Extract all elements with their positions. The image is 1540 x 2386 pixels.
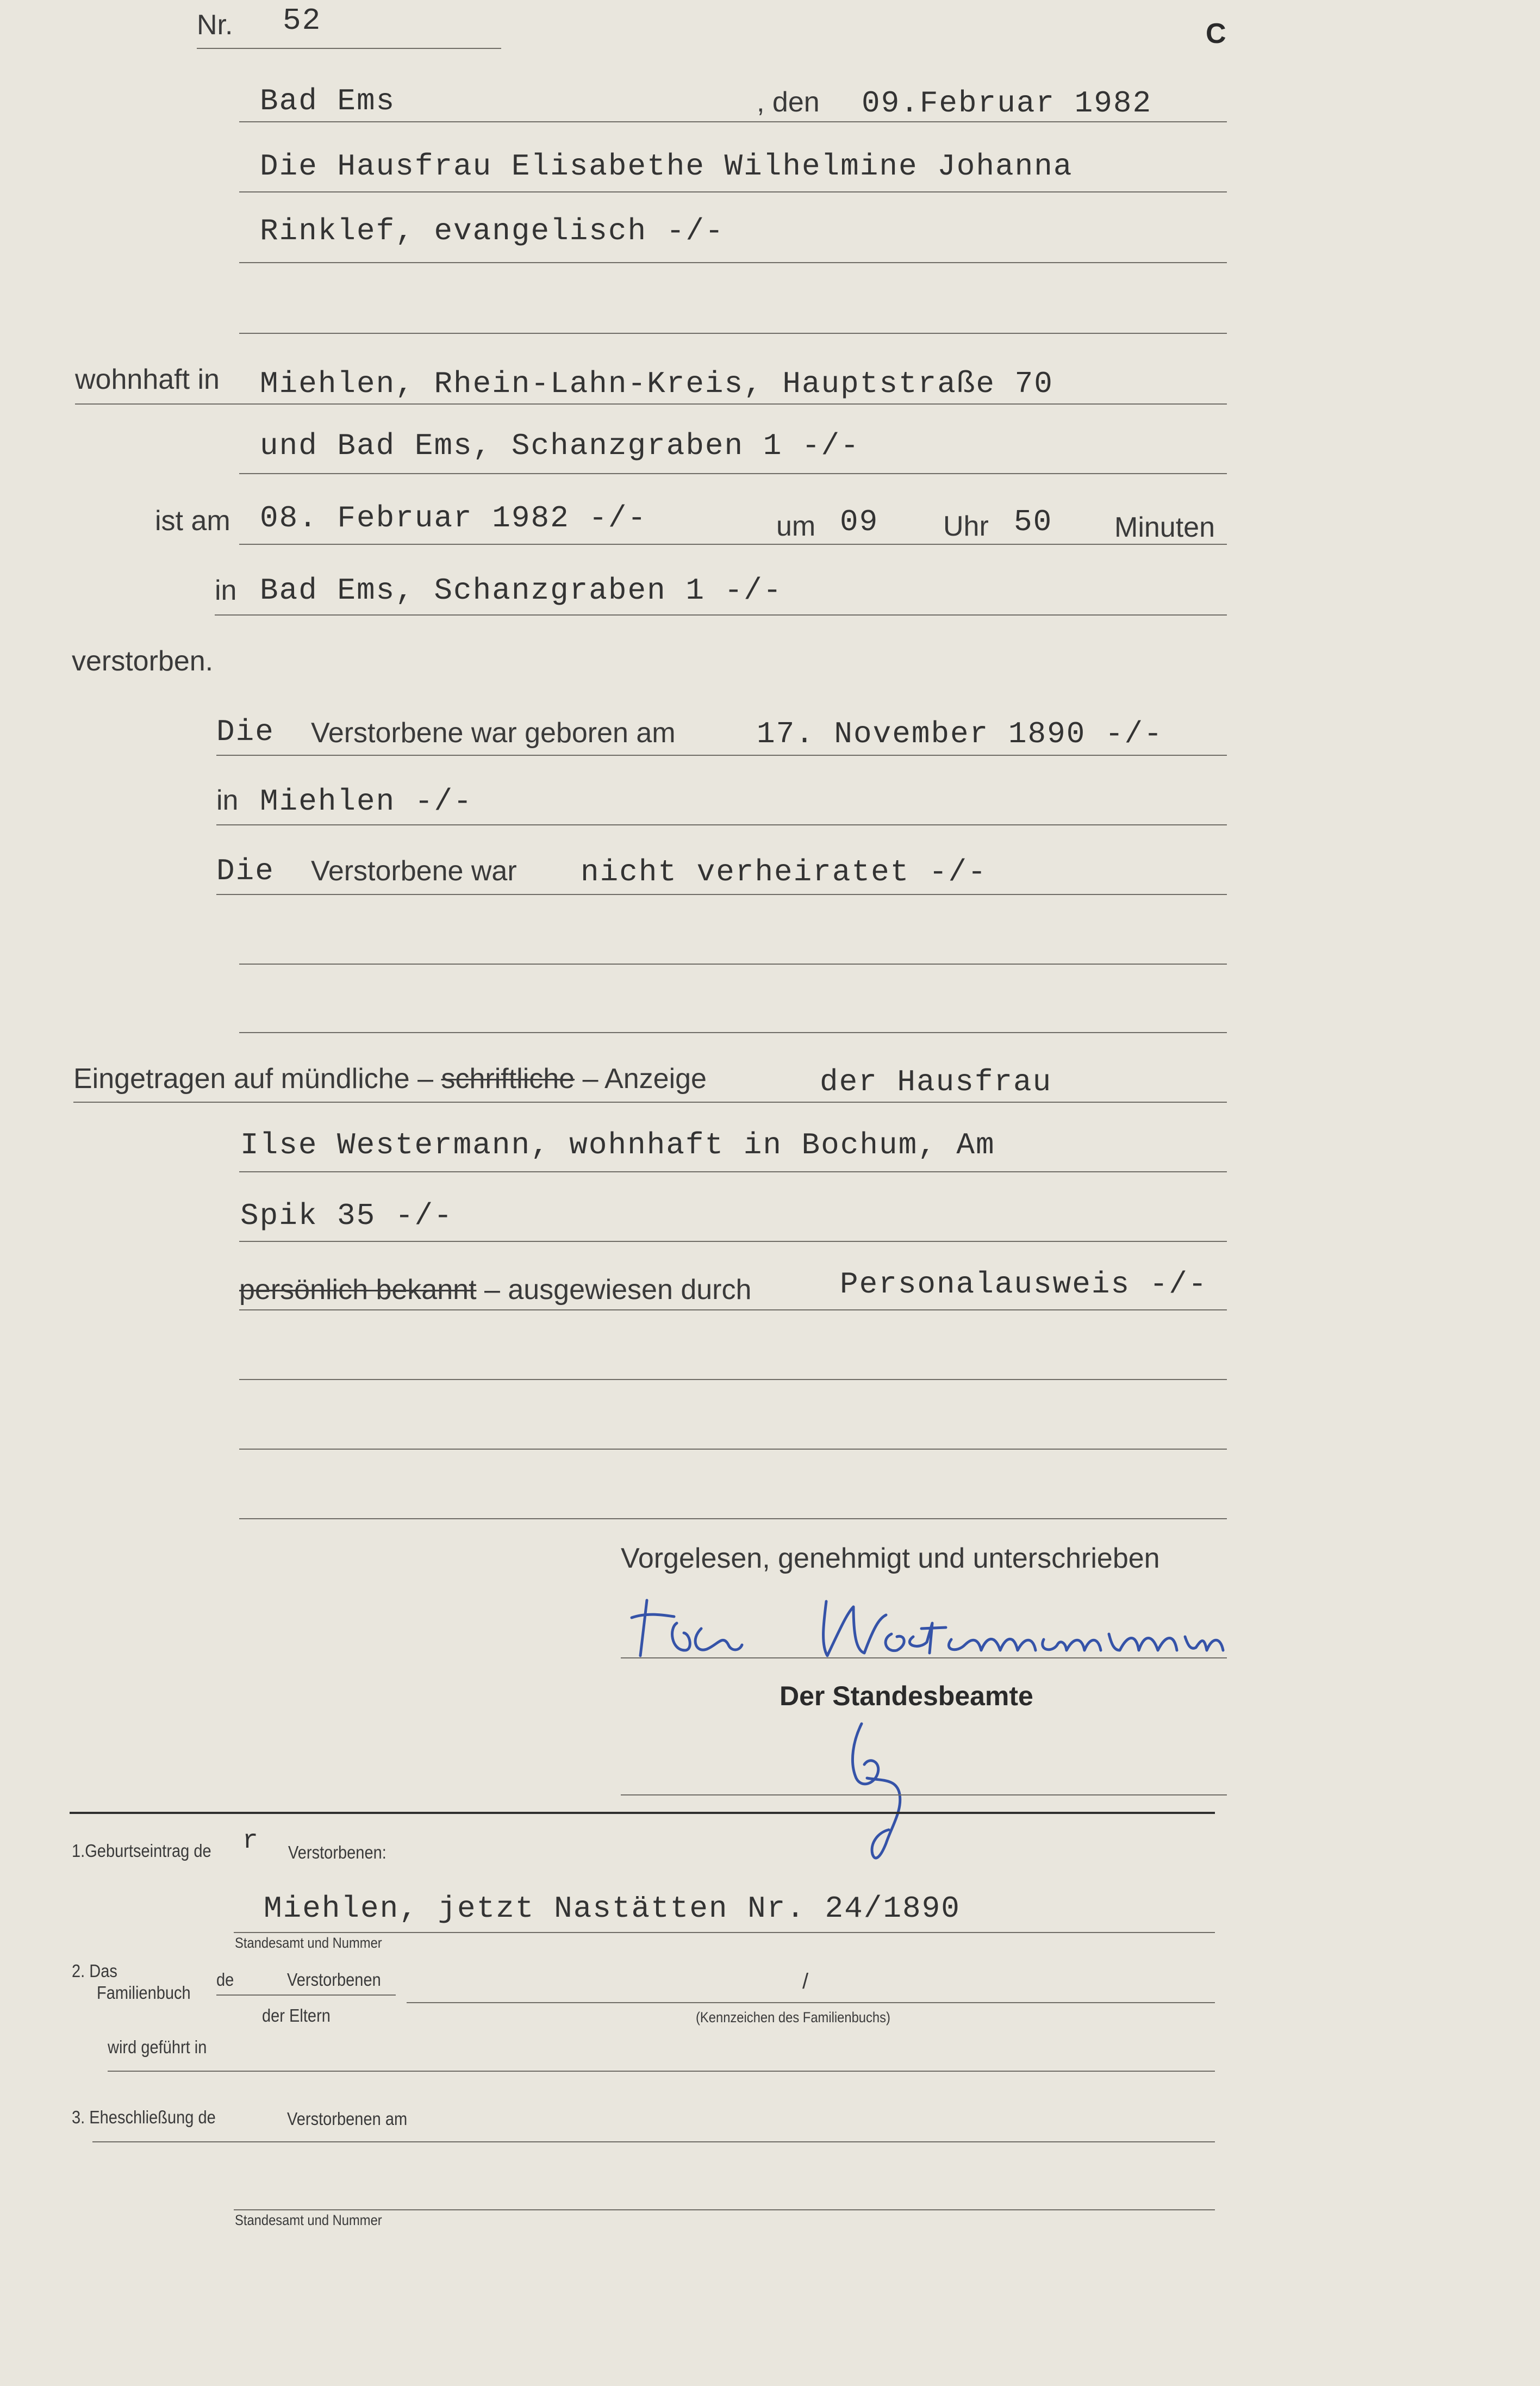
marriage-label2: Verstorbenen am [287, 2109, 408, 2129]
name-rule-1 [239, 191, 1227, 192]
ist-am-label: ist am [155, 505, 230, 537]
residence-line1: Miehlen, Rhein-Lahn-Kreis, Hauptstraße 70 [260, 366, 1053, 401]
known-suffix: – ausgewiesen durch [484, 1274, 752, 1306]
marital-label: Verstorbene war [311, 855, 517, 887]
birth-place-rule [216, 824, 1227, 825]
registry-place: Bad Ems [260, 84, 396, 119]
death-hour: 09 [840, 505, 879, 539]
birth-entry-suffix: r [242, 1826, 259, 1856]
informant-line3: Spik 35 -/- [240, 1198, 453, 1233]
nr-label: Nr. [197, 9, 233, 41]
um-label: um [776, 511, 816, 542]
birth-rule [216, 755, 1227, 756]
birth-die-prefix: Die [216, 714, 275, 749]
family-book-de: de [216, 1969, 234, 1990]
marriage-registry-rule [234, 2209, 1215, 2210]
blank-rule-3 [239, 1379, 1227, 1380]
informant-line2: Ilse Westermann, wohnhaft in Bochum, Am [240, 1128, 995, 1163]
footer-divider [70, 1812, 1215, 1814]
report-label [73, 1065, 707, 1093]
family-book-eltern: der Eltern [262, 2005, 331, 2025]
marriage-caption: Standesamt und Nummer [235, 2212, 382, 2228]
family-book-label: Familienbuch [97, 1983, 191, 2003]
family-book-option-rule [216, 1994, 396, 1996]
registry-date: 09.Februar 1982 [862, 86, 1152, 121]
death-in-label: in [215, 575, 237, 606]
registrar-signature-rule [621, 1794, 1227, 1795]
birth-entry-value: Miehlen, jetzt Nastätten Nr. 24/1890 [264, 1891, 961, 1926]
series-letter: C [1206, 18, 1226, 49]
registrar-label: Der Standesbeamte [780, 1681, 1033, 1711]
birth-entry-label2: Verstorbenen: [288, 1842, 386, 1862]
family-book-place-rule [108, 2071, 1215, 2072]
informant-title: der Hausfrau [820, 1065, 1052, 1099]
residence-line2: und Bad Ems, Schanzgraben 1 -/- [260, 428, 860, 463]
report-rule-3 [239, 1241, 1227, 1242]
deceased-name-line2: Rinklef, evangelisch -/- [260, 214, 725, 248]
report-label-suffix: – Anzeige [582, 1063, 707, 1095]
record-number: 52 [283, 3, 322, 38]
id-rule [239, 1309, 1227, 1310]
death-place-rule [215, 614, 1227, 616]
name-rule-3 [239, 333, 1227, 334]
deceased-name-line1: Die Hausfrau Elisabethe Wilhelmine Johanna [260, 149, 1073, 184]
marriage-rule [92, 2141, 1215, 2142]
known-struck: persönlich bekannt [239, 1274, 477, 1306]
birth-in-label: in [216, 785, 239, 816]
blank-rule-4 [239, 1449, 1227, 1450]
family-book-num: 2. Das [72, 1961, 117, 1981]
blank-rule-5 [239, 1518, 1227, 1519]
informant-signature [625, 1590, 1229, 1667]
marital-status: nicht verheiratet -/- [581, 855, 987, 890]
birth-place: Miehlen -/- [260, 784, 473, 819]
family-book-slash: / [802, 1969, 809, 1993]
uhr-label: Uhr [943, 511, 989, 542]
birth-entry-rule [234, 1932, 1215, 1933]
report-rule-2 [239, 1171, 1227, 1172]
blank-rule-2 [239, 1032, 1227, 1033]
death-time-rule [239, 544, 1227, 545]
marital-die-prefix: Die [216, 854, 275, 888]
report-rule-1 [73, 1102, 1227, 1103]
minuten-label: Minuten [1114, 512, 1215, 543]
residence-label: wohnhaft in [75, 364, 220, 395]
read-approved-label: Vorgelesen, genehmigt und unterschrieben [621, 1543, 1160, 1574]
death-date: 08. Februar 1982 -/- [260, 501, 647, 536]
birth-date: 17. November 1890 -/- [757, 717, 1163, 751]
blank-rule-1 [239, 964, 1227, 965]
marital-rule [216, 894, 1227, 895]
informant-signature-rule [621, 1657, 1227, 1658]
family-book-wird: wird geführt in [108, 2037, 207, 2057]
identification-label [239, 1276, 751, 1304]
birth-entry-caption: Standesamt und Nummer [235, 1935, 382, 1951]
report-label-prefix: Eingetragen auf mündliche – [73, 1063, 434, 1095]
birth-label: Verstorbene war geboren am [311, 717, 676, 749]
family-book-caption: (Kennzeichen des Familienbuchs) [696, 2009, 890, 2025]
place-rule [239, 121, 1227, 122]
birth-entry-label: 1.Geburtseintrag de [72, 1841, 211, 1861]
id-document: Personalausweis -/- [840, 1267, 1208, 1302]
residence-rule-2 [239, 473, 1227, 474]
name-rule-2 [239, 262, 1227, 263]
den-label: , den [757, 86, 820, 118]
family-book-rule [407, 2002, 1215, 2003]
death-place: Bad Ems, Schanzgraben 1 -/- [260, 573, 783, 608]
family-book-verstorbenen: Verstorbenen [287, 1969, 381, 1990]
death-minutes: 50 [1014, 505, 1053, 539]
residence-rule-1 [75, 403, 1227, 405]
report-label-struck: schriftliche [441, 1063, 575, 1095]
nr-rule [197, 48, 501, 49]
verstorben-label: verstorben. [72, 645, 214, 677]
marriage-label: 3. Eheschließung de [72, 2107, 216, 2127]
